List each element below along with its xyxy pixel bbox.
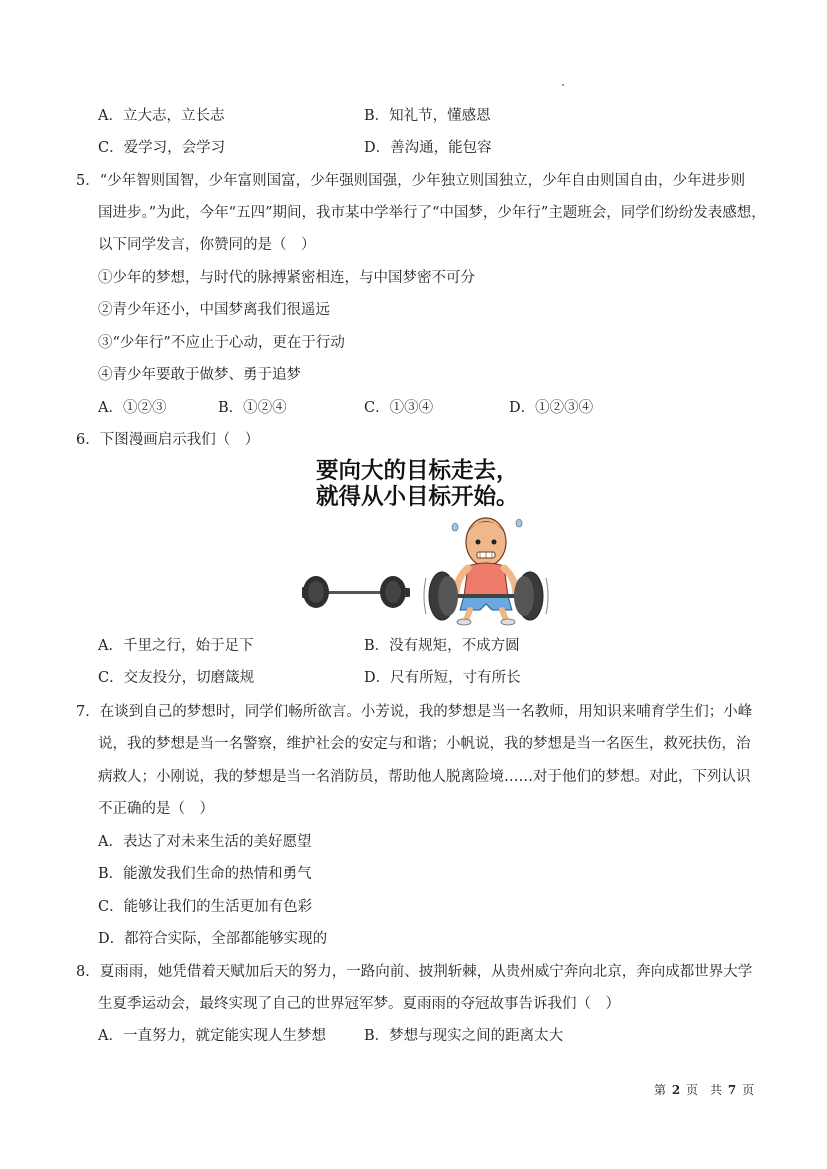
- q8-option-a: A．一直努力，就定能实现人生梦想: [98, 1028, 326, 1044]
- q4-option-a: A．立大志，立长志: [98, 108, 225, 124]
- q5-statement-2: ②青少年还小，中国梦离我们很遥远: [98, 302, 330, 318]
- page-number-footer: [654, 1082, 754, 1098]
- scan-dot: [562, 84, 564, 86]
- small-barbell-icon: [302, 576, 410, 608]
- cartoon-caption-line-2: 就得从小目标开始。: [316, 484, 519, 510]
- q5-stem-line-3: 以下同学发言，你赞同的是（ ）: [98, 237, 316, 253]
- q5-option-d: D．①②③④: [509, 400, 594, 416]
- q8-stem-line-1: 8．夏雨雨，她凭借着天赋加后天的努力，一路向前、披荆斩棘，从贵州威宁奔向北京，奔向成都世界大学: [76, 964, 753, 980]
- q5-statement-4: ④青少年要敢于做梦、勇于追梦: [98, 367, 301, 383]
- q6-option-b: B．没有规矩，不成方圆: [364, 638, 520, 654]
- q7-option-b: B．能激发我们生命的热情和勇气: [98, 866, 312, 882]
- q6-stem: 6．下图漫画启示我们（ ）: [76, 432, 260, 448]
- q4-option-d: D．善沟通，能包容: [364, 140, 492, 156]
- footer-prefix: 第: [654, 1083, 667, 1097]
- weightlifter-cartoon: [290, 508, 560, 628]
- total-pages: 7: [727, 1083, 737, 1097]
- q6-option-c: C．交友投分，切磨箴规: [98, 670, 255, 686]
- q7-stem-line-1: 7．在谈到自己的梦想时，同学们畅所欲言。小芳说，我的梦想是当一名教师，用知识来哺育学生们；小峰: [76, 704, 753, 720]
- q4-option-b: B．知礼节，懂感恩: [364, 108, 491, 124]
- weightlifter-figure: [424, 518, 548, 625]
- q6-option-d: D．尺有所短，寸有所长: [364, 670, 521, 686]
- q6-option-a: A．千里之行，始于足下: [98, 638, 254, 654]
- q5-option-c: C．①③④: [364, 400, 434, 416]
- q8-option-b: B．梦想与现实之间的距离太大: [364, 1028, 564, 1044]
- q8-stem-line-2: 生夏季运动会，最终实现了自己的世界冠军梦。夏雨雨的夺冠故事告诉我们（ ）: [98, 996, 620, 1012]
- q7-stem-line-4: 不正确的是（ ）: [98, 801, 214, 817]
- q4-option-c: C．爱学习，会学习: [98, 140, 226, 156]
- q7-option-d: D．都符合实际，全部都能够实现的: [98, 931, 328, 947]
- q5-option-a: A．①②③: [98, 400, 167, 416]
- footer-suffix: 页: [742, 1083, 755, 1097]
- q7-option-a: A．表达了对未来生活的美好愿望: [98, 834, 312, 850]
- q7-stem-line-3: 病救人；小刚说，我的梦想是当一名消防员，帮助他人脱离险境……对于他们的梦想。对此，下列认识: [98, 769, 751, 785]
- q5-stem-line-2: 国进步。”为此，今年“五四”期间，我市某中学举行了“中国梦，少年行”主题班会，同学们纷纷发表感想，: [98, 205, 766, 221]
- q5-statement-3: ③“少年行”不应止于心动，更在于行动: [98, 335, 345, 351]
- q5-option-b: B．①②④: [218, 400, 287, 416]
- current-page: 2: [671, 1083, 681, 1097]
- cartoon-caption-line-1: 要向大的目标走去，: [316, 458, 519, 484]
- q7-option-c: C．能够让我们的生活更加有色彩: [98, 899, 313, 915]
- footer-middle: 页 共: [686, 1083, 723, 1097]
- q7-stem-line-2: 说，我的梦想是当一名警察，维护社会的安定与和谐；小帆说，我的梦想是当一名医生，救死扶伤，治: [98, 736, 751, 752]
- q5-statement-1: ①少年的梦想，与时代的脉搏紧密相连，与中国梦密不可分: [98, 270, 475, 286]
- q5-stem-line-1: 5．“少年智则国智，少年富则国富，少年强则国强，少年独立则国独立，少年自由则国自由，少年进步则: [76, 173, 746, 189]
